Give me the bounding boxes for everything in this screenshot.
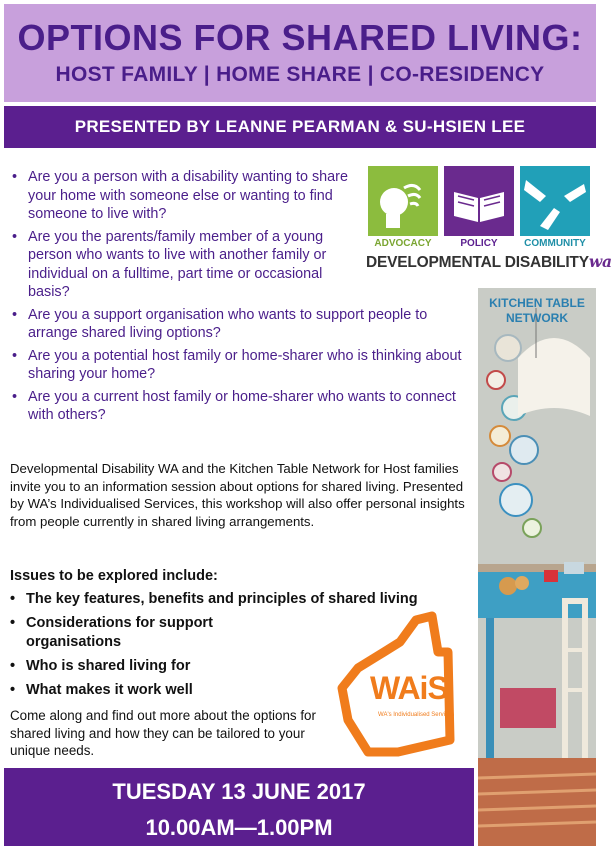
advocacy-label: ADVOCACY xyxy=(374,238,432,249)
wais-logo xyxy=(328,612,476,762)
ddwa-org-suffix: wa xyxy=(588,252,612,271)
bullet-icon: • xyxy=(10,658,16,674)
header-banner xyxy=(4,4,596,102)
list-item: • Are you a support organisation who wants to support people to arrange shared living options? xyxy=(12,306,428,341)
list-item: • Are you a potential host family or home-sharer who is thinking about sharing your home? xyxy=(12,347,462,382)
kitchen-table-photo xyxy=(478,288,596,846)
event-date: TUESDAY 13 JUNE 2017 xyxy=(112,779,366,804)
page-title: OPTIONS FOR SHARED LIVING: xyxy=(17,17,583,58)
bullet-icon: • xyxy=(12,169,18,185)
bullet-icon: • xyxy=(12,347,18,364)
bullet-icon: • xyxy=(10,615,16,631)
advocacy-icon xyxy=(368,166,438,236)
wais-logo-tagline: WA's Individualised Services xyxy=(378,712,455,718)
list-item: • The key features, benefits and principles of shared living xyxy=(10,591,418,607)
bullet-icon: • xyxy=(10,591,16,607)
kitchen-table-network-title: KITCHEN TABLE NETWORK xyxy=(489,296,585,325)
event-date-banner xyxy=(4,768,474,846)
ddwa-org-name: DEVELOPMENTAL DISABILITYwa xyxy=(366,252,612,271)
community-label: COMMUNITY xyxy=(524,238,586,249)
list-item: • Considerations for support organisations xyxy=(10,615,213,650)
presenters-banner: PRESENTED BY LEANNE PEARMAN & SU-HSIEN LEE xyxy=(4,106,596,148)
bullet-icon: • xyxy=(12,306,18,323)
policy-label: POLICY xyxy=(460,238,498,249)
list-item: • Who is shared living for xyxy=(10,658,191,674)
wais-logo-text: WAiS xyxy=(370,670,448,706)
ddwa-logo xyxy=(366,166,612,274)
bullet-icon: • xyxy=(12,228,18,245)
issues-heading: Issues to be explored include: xyxy=(10,568,218,584)
list-item: • Are you a current host family or home-sharer who wants to connect with others? xyxy=(12,388,456,423)
event-time: 10.00AM—1.00PM xyxy=(145,815,333,840)
closing-paragraph: Come along and find out more about the options for shared living and how they can be tailored to your unique needs. xyxy=(10,708,316,758)
list-item: • Are you a person with a disability wanting to share your home with someone else or wanting to find someone to live with? xyxy=(12,169,348,222)
community-icon xyxy=(520,166,590,236)
policy-icon xyxy=(444,166,514,236)
bullet-icon: • xyxy=(12,388,18,405)
bullet-icon: • xyxy=(10,682,16,698)
intro-paragraph: Developmental Disability WA and the Kitchen Table Network for Host families invite you to an information session about options for shared living. Presented by WA’s Individualised Services, this workshop will also offer personal insights from people currently in shared living arrangements. xyxy=(10,461,465,529)
list-item: • Are you the parents/family member of a young person who wants to live with another family or individual on a fulltime, part time or occasional basis? xyxy=(12,228,327,300)
list-item: • What makes it work well xyxy=(10,682,193,698)
page-subtitle: HOST FAMILY | HOME SHARE | CO-RESIDENCY xyxy=(55,63,545,86)
